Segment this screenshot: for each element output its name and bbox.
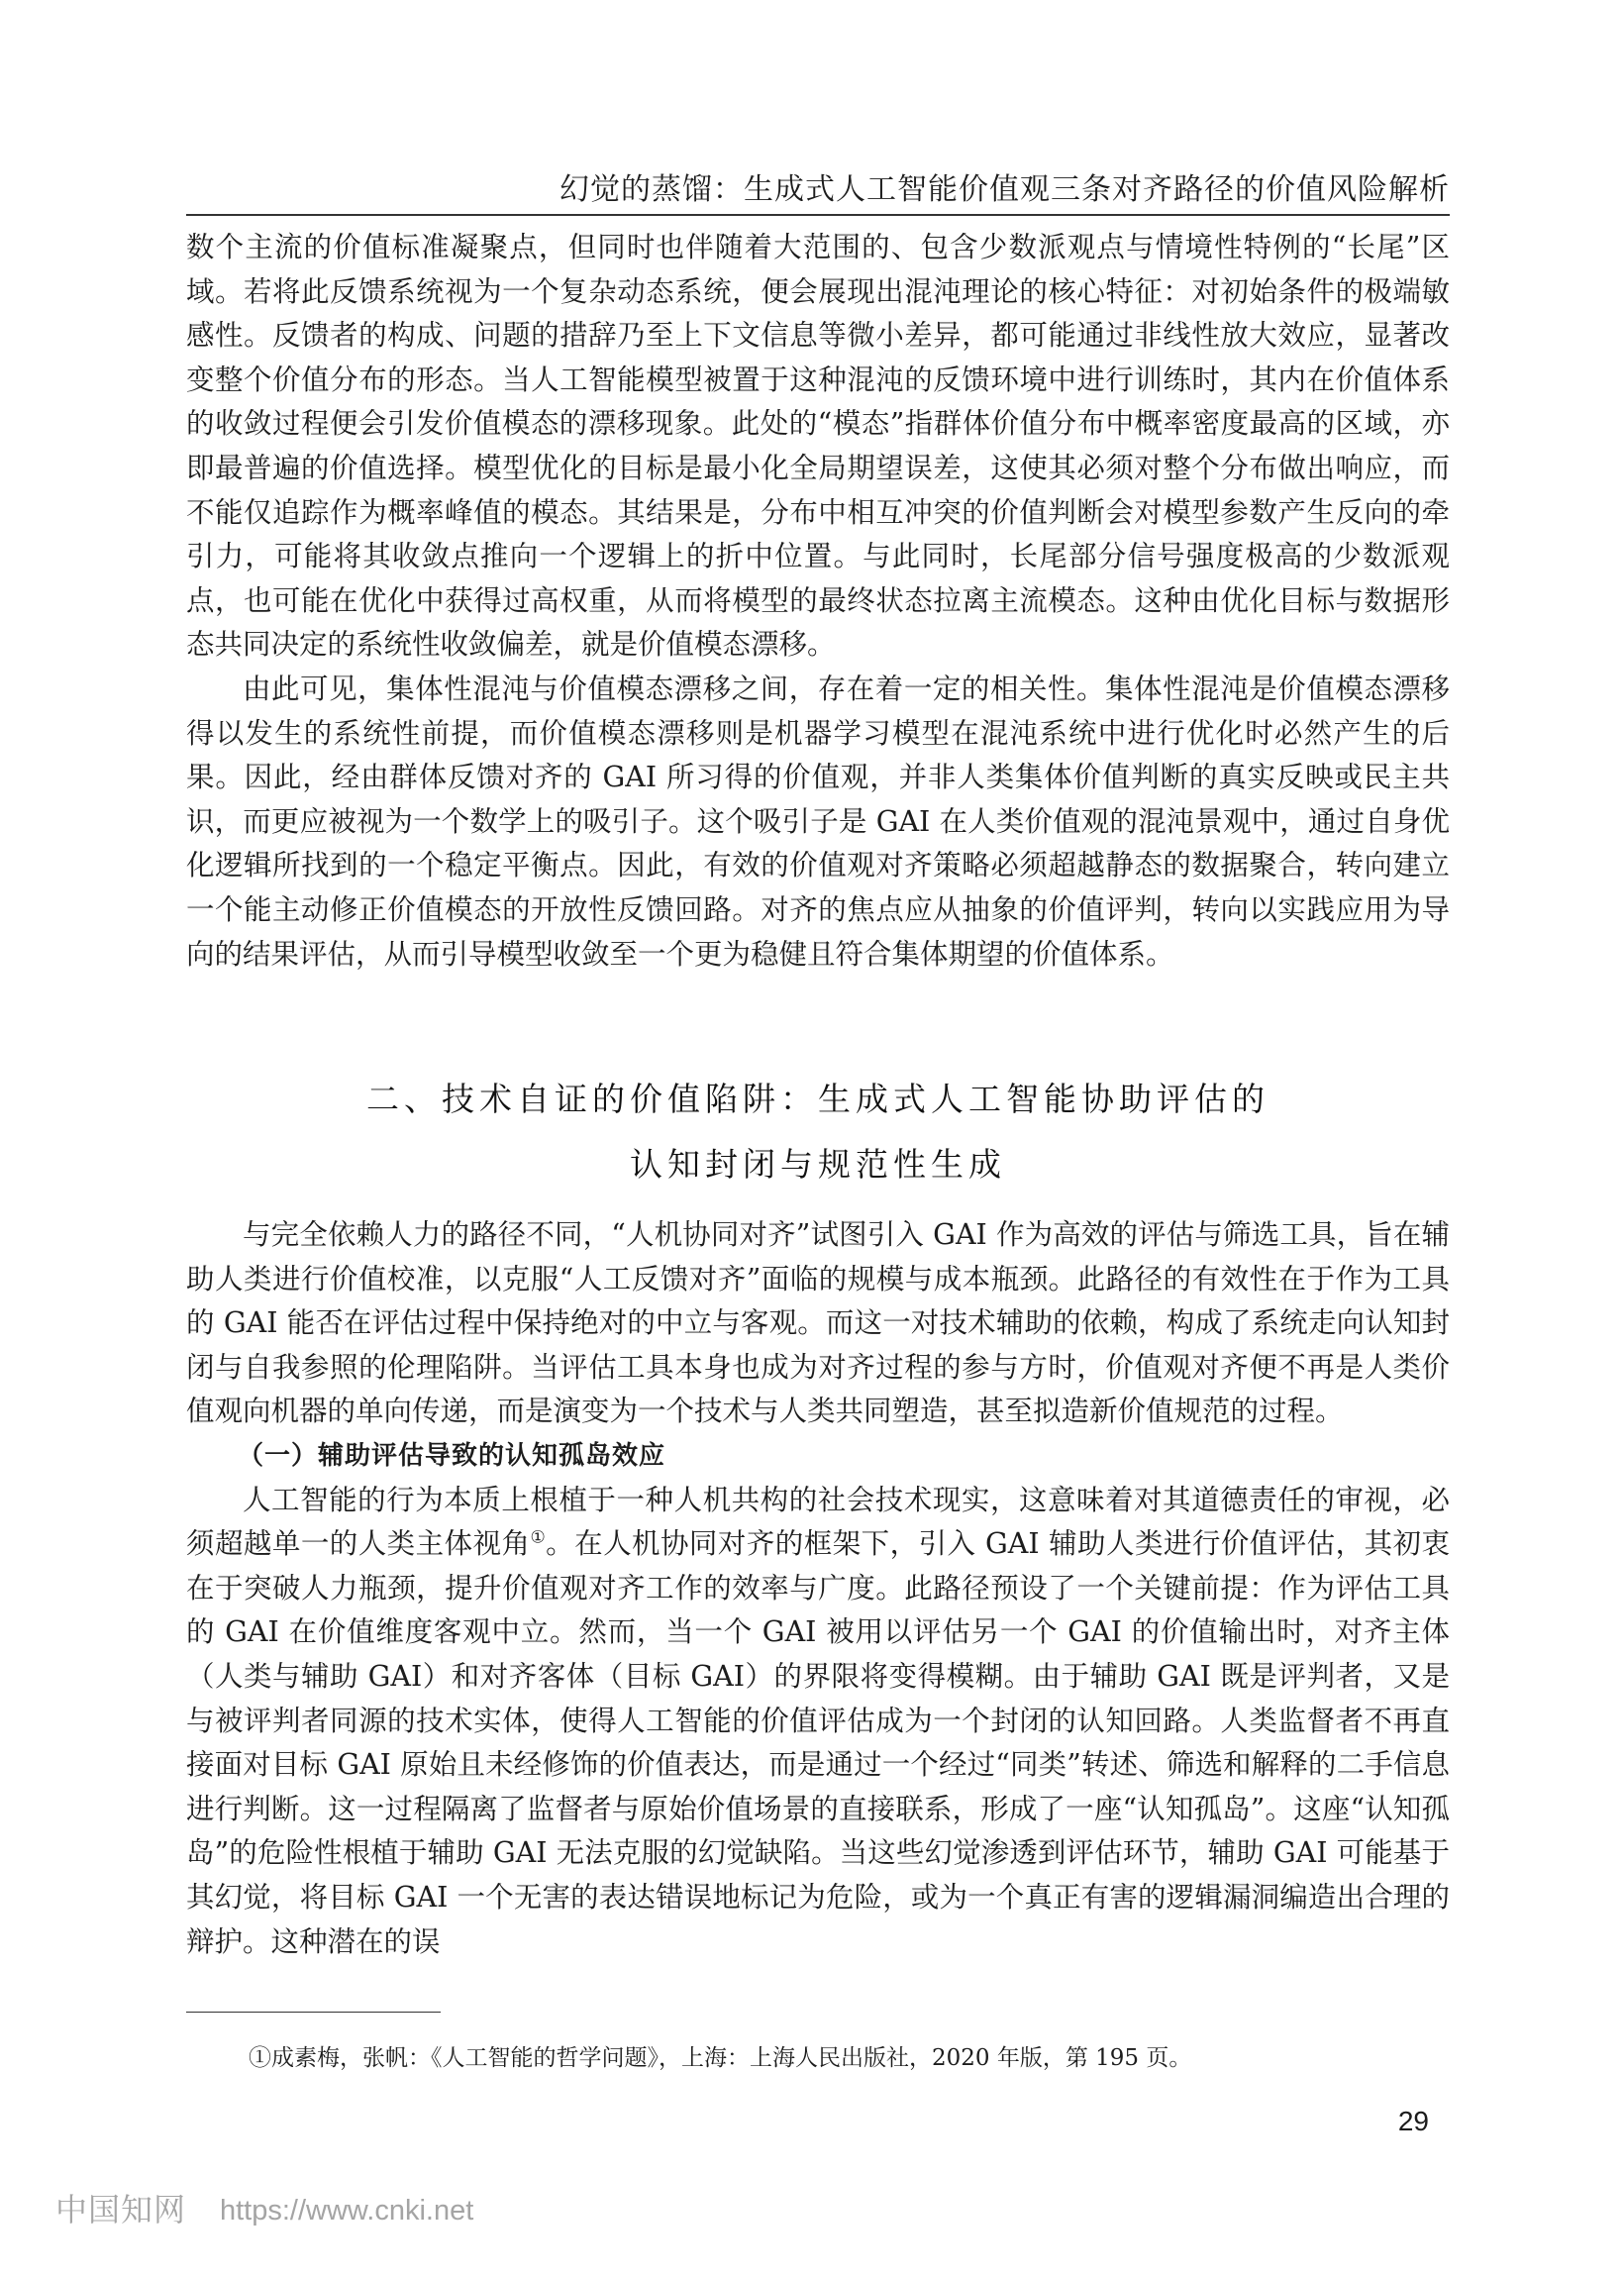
body-text-top <box>186 226 1450 977</box>
running-head: 幻觉的蒸馏：生成式人工智能价值观三条对齐路径的价值风险解析 <box>559 172 1450 207</box>
footnote: ①成素梅，张帆：《人工智能的哲学问题》，上海：上海人民出版社，2020 年版，第 195 页。 <box>249 2045 1192 2071</box>
paragraph-conclusion: 由此可见，集体性混沌与价值模态漂移之间，存在着一定的相关性。集体性混沌是价值模态漂移得以发生的系统性前提，而价值模态漂移则是机器学习模型在混沌系统中进行优化时必然产生的后果。因此，经由群体反馈对齐的 GAI 所习得的价值观，并非人类集体价值判断的真实反映或民主共识，而更应被视为一个数学上的吸引子。这个吸引子是 GAI 在人类价值观的混沌景观中，通过自身优化逻辑所找到的一个稳定平衡点。因此，有效的价值观对齐策略必须超越静态的数据聚合，转向建立一个能主动修正价值模态的开放性反馈回路。对齐的焦点应从抽象的价值评判，转向以实践应用为导向的结果评估，从而引导模型收敛至一个更为稳健且符合集体期望的价值体系。 <box>186 672 1450 971</box>
intro-paragraph: 与完全依赖人力的路径不同，“人机协同对齐”试图引入 GAI 作为高效的评估与筛选工具，旨在辅助人类进行价值校准，以克服“人工反馈对齐”面临的规模与成本瓶颈。此路径的有效性在于作为工具的 GAI 能否在评估过程中保持绝对的中立与客观。而这一对技术辅助的依赖，构成了系统走向认知封闭与自我参照的伦理陷阱。当评估工具本身也成为对齐过程的参与方时，价值观对齐便不再是人类价值观向机器的单向传递，而是演变为一个技术与人类共同塑造，甚至拟造新价值规范的过程。 <box>186 1218 1450 1428</box>
body-text-section-two <box>186 1213 1450 1964</box>
header-rule <box>186 214 1450 216</box>
paragraph-continued: 数个主流的价值标准凝聚点，但同时也伴随着大范围的、包含少数派观点与情境性特例的“长尾”区域。若将此反馈系统视为一个复杂动态系统，便会展现出混沌理论的核心特征：对初始条件的极端敏感性。反馈者的构成、问题的措辞乃至上下文信息等微小差异，都可能通过非线性放大效应，显著改变整个价值分布的形态。当人工智能模型被置于这种混沌的反馈环境中进行训练时，其内在价值体系的收敛过程便会引发价值模态的漂移现象。此处的“模态”指群体价值分布中概率密度最高的区域，亦即最普遍的价值选择。模型优化的目标是最小化全局期望误差，这使其必须对整个分布做出响应，而不能仅追踪作为概率峰值的模态。其结果是，分布中相互冲突的价值判断会对模型参数产生反向的牵引力，可能将其收敛点推向一个逻辑上的折中位置。与此同时，长尾部分信号强度极高的少数派观点，也可能在优化中获得过高权重，从而将模型的最终状态拉离主流模态。这种由优化目标与数据形态共同决定的系统性收敛偏差，就是价值模态漂移。 <box>186 231 1450 662</box>
subsection-heading: （一）辅助评估导致的认知孤岛效应 <box>238 1440 666 1471</box>
footnote-rule <box>186 2012 441 2013</box>
subsection-text-part-2: 。在人机协同对齐的框架下，引入 GAI 辅助人类进行价值评估，其初衷在于突破人力瓶颈，提升价值观对齐工作的效率与广度。此路径预设了一个关键前提：作为评估工具的 GAI 在价值维度客观中立。然而，当一个 GAI 被用以评估另一个 GAI 的价值输出时，对齐主体（人类与辅助 GAI）和对齐客体（目标 GAI）的界限将变得模糊。由于辅助 GAI 既是评判者，又是与被评判者同源的技术实体，使得人工智能的价值评估成为一个封闭的认知回路。人类监督者不再直接面对目标 GAI 原始且未经修饰的价值表达，而是通过一个经过“同类”转述、筛选和解释的二手信息进行判断。这一过程隔离了监督者与原始价值场景的直接联系，形成了一座“认知孤岛”。这座“认知孤岛”的危险性根植于辅助 GAI 无法克服的幻觉缺陷。当这些幻觉渗透到评估环节，辅助 GAI 可能基于其幻觉，将目标 GAI 一个无害的表达错误地标记为危险，或为一个真正有害的逻辑漏洞编造出合理的辩护。这种潜在的误 <box>186 1527 1450 1958</box>
cnki-watermark-logo: 中国知网 <box>55 2191 187 2228</box>
subsection-text-part-1: 人工智能的行为本质上根植于一种人机共构的社会技术现实，这意味着对其道德责任的审视，必须超越单一的人类主体视角 <box>186 1483 1450 1561</box>
page-number: 29 <box>1397 2106 1429 2136</box>
cnki-watermark-url: https://www.cnki.net <box>220 2195 474 2227</box>
section-title-line-2: 认知封闭与规范性生成 <box>630 1145 1006 1184</box>
section-title-line-1: 二、技术自证的价值陷阱：生成式人工智能协助评估的 <box>366 1080 1269 1118</box>
subsection-paragraph <box>186 1479 1450 1965</box>
footnote-reference[interactable]: ① <box>530 1527 547 1548</box>
